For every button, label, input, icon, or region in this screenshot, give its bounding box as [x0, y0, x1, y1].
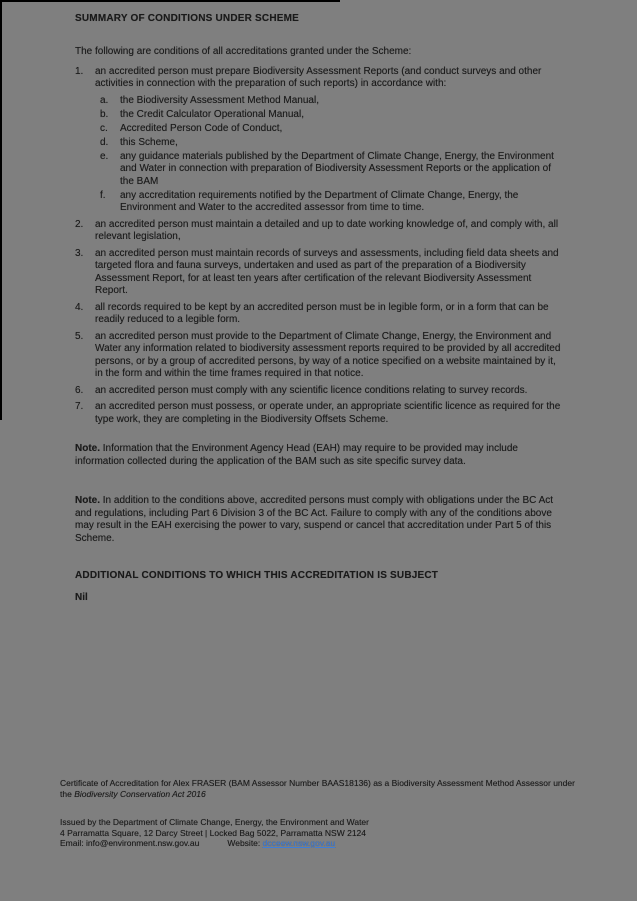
- email-label: Email:: [60, 838, 86, 848]
- note-text: Information that the Environment Agency Head (EAH) may require to be provided may include information collected during the application of the BAM such as site specific survey data.: [75, 443, 518, 467]
- subcondition-text: any guidance materials published by the Department of Climate Change, Energy, the Environment and Water in connection with preparation of Biodiversity Assessment Reports or the application of the BAM: [120, 150, 554, 187]
- website-label: Website:: [227, 838, 263, 848]
- note-label: Note.: [75, 443, 100, 454]
- subcondition-c: [100, 123, 565, 136]
- contact-line: [60, 838, 582, 849]
- certificate-footnote: [60, 778, 582, 799]
- additional-conditions-value: Nil: [75, 592, 88, 603]
- scan-artifact-left-edge: [0, 0, 2, 420]
- condition-number: 4.: [75, 301, 84, 313]
- note-text: In addition to the conditions above, accredited persons must comply with obligations under the BC Act and regulations, including Part 6 Division 3 of the BC Act. Failure to comply with any of the conditions above may result in the EAH exercising the power to vary, suspend or cancel that accreditation under Part 5 of this Scheme.: [75, 495, 554, 544]
- condition-item-3: [75, 248, 565, 298]
- subcondition-d: [100, 137, 565, 150]
- condition-number: 1.: [75, 65, 84, 77]
- email-address: info@environment.nsw.gov.au: [85, 838, 200, 848]
- condition-item-7: [75, 401, 565, 426]
- document-body: [75, 13, 565, 615]
- scan-artifact-top-edge: [0, 0, 340, 2]
- subcondition-e: [100, 151, 565, 189]
- condition-number: 7.: [75, 401, 84, 412]
- condition-text: an accredited person must maintain a detailed and up to date working knowledge of, and comply with, all relevant legislation,: [95, 218, 559, 242]
- subcondition-text: the Credit Calculator Operational Manual,: [120, 108, 304, 120]
- note-label: Note.: [75, 495, 100, 506]
- subcondition-letter: b.: [100, 108, 109, 120]
- subcondition-letter: d.: [100, 136, 109, 148]
- condition-item-4: [75, 302, 565, 327]
- note-eah: [75, 443, 565, 468]
- subcondition-a: [100, 95, 565, 108]
- email-part: [60, 838, 199, 848]
- subcondition-letter: e.: [100, 150, 109, 162]
- subcondition-letter: a.: [100, 94, 109, 106]
- issued-by-block: [60, 817, 582, 849]
- act-name: Biodiversity Conservation Act 2016: [74, 788, 206, 799]
- condition-item-5: [75, 331, 565, 381]
- website-link[interactable]: dcceew.nsw.gov.au: [262, 838, 336, 848]
- summary-heading: SUMMARY OF CONDITIONS UNDER SCHEME: [75, 13, 300, 24]
- condition-item-6: [75, 385, 565, 398]
- subcondition-text: the Biodiversity Assessment Method Manual,: [120, 94, 319, 106]
- condition-item-1: [75, 66, 565, 91]
- condition-1-sublist: [75, 95, 565, 215]
- condition-text: an accredited person must prepare Biodiversity Assessment Reports (and conduct surveys and other activities in connection with the preparation of such reports) in accordance with:: [95, 65, 542, 89]
- condition-text: all records required to be kept by an accredited person must be in legible form, or in a form that can be readily reduced to a legible form.: [95, 301, 549, 325]
- subcondition-b: [100, 109, 565, 122]
- subcondition-letter: c.: [100, 122, 108, 134]
- subcondition-letter: f.: [100, 189, 106, 201]
- intro-paragraph: The following are conditions of all accreditations granted under the Scheme:: [75, 46, 412, 57]
- additional-conditions-heading: ADDITIONAL CONDITIONS TO WHICH THIS ACCREDITATION IS SUBJECT: [75, 570, 439, 581]
- condition-text: an accredited person must provide to the Department of Climate Change, Energy, the Environment and Water any information related to biodiversity assessment reports required to be provided by all accredited persons, or by a group of accredited persons, by way of a notice specified on a website maintained by it, in the form and within the time frames required in that notice.: [95, 330, 561, 379]
- website-part: [227, 838, 335, 848]
- subcondition-text: this Scheme,: [120, 136, 178, 148]
- document-footer: [60, 778, 582, 849]
- condition-text: an accredited person must comply with any scientific licence conditions relating to survey records.: [95, 384, 528, 396]
- note-bc-act: [75, 495, 565, 545]
- certificate-footnote-text: Certificate of Accreditation for Alex FRASER (BAM Assessor Number BAAS18136) as a Biodiversity Assessment Method Assessor under the: [60, 778, 575, 799]
- condition-text: an accredited person must possess, or operate under, an appropriate scientific licence as required for the type work, they are completing in the Biodiversity Offsets Scheme.: [95, 401, 561, 425]
- condition-number: 3.: [75, 247, 84, 259]
- subcondition-text: any accreditation requirements notified by the Department of Climate Change, Energy, the Environment and Water to the accredited assessor from time to time.: [120, 189, 519, 213]
- address-line: 4 Parramatta Square, 12 Darcy Street | Locked Bag 5022, Parramatta NSW 2124: [60, 827, 367, 838]
- condition-text: an accredited person must maintain records of surveys and assessments, including field data sheets and targeted flora and fauna surveys, undertaken and used as part of the preparation of a Biodiversity Assessment Report, for at least ten years after certification of the relevant Biodiversity Assessment Report.: [95, 247, 559, 296]
- subcondition-f: [100, 190, 565, 215]
- condition-number: 2.: [75, 218, 84, 230]
- condition-item-2: [75, 219, 565, 244]
- condition-number: 5.: [75, 330, 84, 342]
- condition-number: 6.: [75, 384, 84, 396]
- issued-by-line: Issued by the Department of Climate Change, Energy, the Environment and Water: [60, 817, 369, 827]
- subcondition-text: Accredited Person Code of Conduct,: [120, 122, 283, 134]
